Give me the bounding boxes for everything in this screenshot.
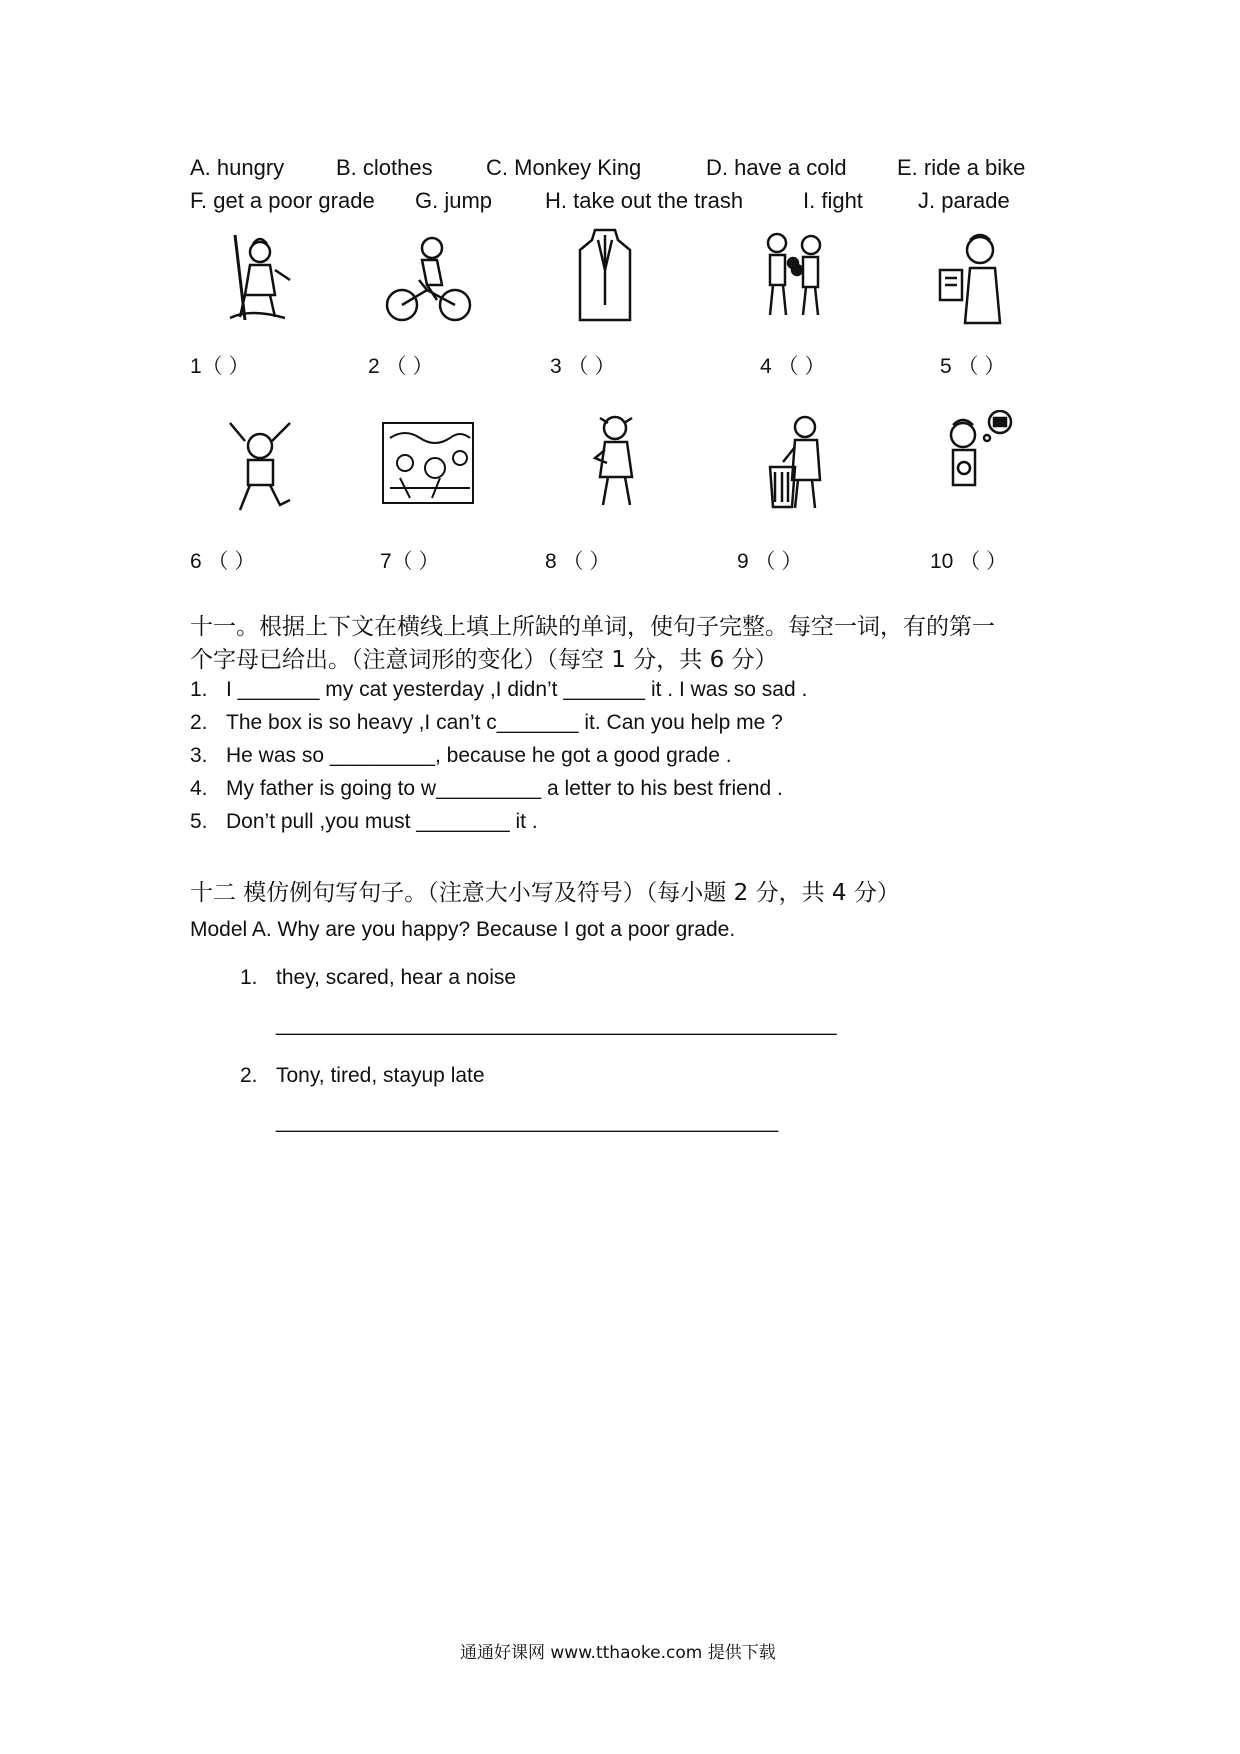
- section-11-item-5-num: 5.: [190, 810, 208, 833]
- option-h: H. take out the trash: [545, 188, 744, 213]
- section-12-item-1-num: 1.: [240, 966, 258, 989]
- poor-grade-icon: [925, 230, 1025, 330]
- answer-slot-4: 4 （ ）: [760, 355, 826, 378]
- fight-icon: [745, 225, 845, 325]
- section-11-item-2-text: The box is so heavy ,I can’t c_______ it. Can you help me ?: [226, 711, 783, 734]
- section-11-item-1-text: I _______ my cat yesterday ,I didn’t _______ it . I was so sad .: [226, 678, 808, 701]
- section-11-item-3-text: He was so _________, because he got a good grade .: [226, 744, 732, 767]
- option-d: D. have a cold: [706, 155, 847, 180]
- answer-slot-8: 8 （ ）: [545, 550, 611, 573]
- footer-text: 通通好课网 www.tthaoke.com 提供下载: [460, 1643, 776, 1663]
- section-11-title-line-1: 十一。根据上下文在横线上填上所缺的单词，使句子完整。每空一词，有的第一: [190, 614, 995, 640]
- option-i: I. fight: [803, 188, 863, 213]
- option-j: J. parade: [918, 188, 1010, 213]
- option-e: E. ride a bike: [897, 155, 1026, 180]
- option-f: F. get a poor grade: [190, 188, 375, 213]
- answer-slot-10: 10 （ ）: [930, 550, 1008, 573]
- answer-slot-7: 7（ ）: [380, 550, 440, 573]
- section-11-item-3-num: 3.: [190, 744, 208, 767]
- answer-slot-9: 9 （ ）: [737, 550, 803, 573]
- model-sentence: Model A. Why are you happy? Because I got a poor grade.: [190, 918, 736, 941]
- bike-rider-icon: [377, 230, 477, 330]
- section-12-item-2-text: Tony, tired, stayup late: [276, 1064, 485, 1087]
- section-11-title-line-2: 个字母已给出。（注意词形的变化）（每空 1 分，共 6 分）: [190, 647, 778, 673]
- section-12-item-2-num: 2.: [240, 1064, 258, 1087]
- option-g: G. jump: [415, 188, 493, 213]
- jump-icon: [215, 418, 315, 518]
- answer-line-1[interactable]: ________________________________________________: [276, 1013, 837, 1036]
- answer-slot-1: 1（ ）: [190, 355, 250, 378]
- section-11-item-4-num: 4.: [190, 777, 208, 800]
- option-a: A. hungry: [190, 155, 285, 180]
- section-12-item-1-text: they, scared, hear a noise: [276, 966, 517, 989]
- section-11-item-1-num: 1.: [190, 678, 208, 701]
- answer-slot-6: 6 （ ）: [190, 550, 256, 573]
- answer-line-2[interactable]: ___________________________________________: [276, 1110, 779, 1133]
- section-11-item-2-num: 2.: [190, 711, 208, 734]
- section-12-title: 十二 模仿例句写句子。（注意大小写及符号）（每小题 2 分，共 4 分）: [190, 880, 900, 906]
- answer-slot-5: 5 （ ）: [940, 355, 1006, 378]
- option-b: B. clothes: [336, 155, 433, 180]
- trash-icon: [750, 412, 850, 512]
- hungry-icon: [925, 410, 1025, 510]
- section-11-item-5-text: Don’t pull ,you must ________ it .: [226, 810, 538, 833]
- answer-slot-2: 2 （ ）: [368, 355, 434, 378]
- cold-icon: [570, 410, 670, 510]
- option-c: C. Monkey King: [486, 155, 642, 180]
- answer-slot-3: 3 （ ）: [550, 355, 616, 378]
- clothes-icon: [555, 225, 655, 325]
- section-11-item-4-text: My father is going to w_________ a letter to his best friend .: [226, 777, 783, 800]
- monkey-king-icon: [215, 230, 315, 330]
- parade-icon: [380, 418, 480, 518]
